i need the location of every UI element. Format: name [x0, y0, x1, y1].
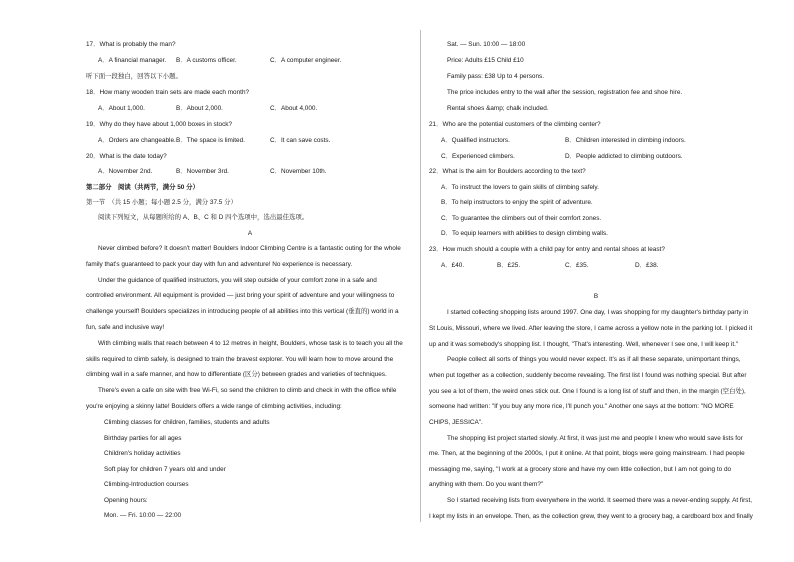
option-20c[interactable]: C．November 10th.	[270, 168, 327, 175]
weekday-hours: Mon. — Fri. 10:00 — 22:00	[104, 512, 182, 519]
option-18c[interactable]: C．About 4,000.	[270, 105, 318, 112]
option-22c[interactable]: C．To guarantee the climbers out of their comfort zones.	[441, 215, 602, 222]
option-19a[interactable]: A．Orders are changeable.	[98, 137, 176, 144]
price-line: The price includes entry to the wall after the session, registration fee and shoe hire.	[447, 89, 683, 96]
option-17b[interactable]: B．A customs officer.	[176, 57, 237, 64]
section-1-instruction: 阅读下列短文，从每题所给的 A、B、C 和 D 四个选项中，选出最佳选项。	[98, 214, 309, 221]
option-21c[interactable]: C．Experienced climbers.	[441, 153, 515, 160]
option-23c[interactable]: C．£35.	[565, 262, 589, 269]
option-18b[interactable]: B．About 2,000.	[176, 105, 223, 112]
passage-b-line: you see a lot of them, the weird ones stick out. One I found is a long list of stuff and then, in the margin (空白处),	[429, 388, 746, 395]
question-22-stem: 22．What is the aim for Boulders according to the text?	[429, 168, 586, 175]
question-21-stem: 21．Who are the potential customers of the climbing center?	[429, 121, 601, 128]
option-20a[interactable]: A．November 2nd.	[98, 168, 153, 175]
passage-a-line: you're enjoying a skinny latte! Boulders offers a wide range of climbing activities, including:	[86, 403, 342, 410]
question-19-stem: 19．Why do they have about 1,000 boxes in stock?	[86, 121, 233, 128]
question-23-stem: 23．How much should a couple with a child pay for entry and rental shoes at least?	[429, 246, 665, 253]
column-divider	[420, 30, 421, 522]
activity-item: Soft play for children 7 years old and under	[104, 466, 226, 473]
option-21d[interactable]: D．People addicted to climbing outdoors.	[565, 153, 683, 160]
option-22a[interactable]: A．To instruct the lovers to gain skills of climbing safely.	[441, 184, 599, 191]
passage-b-label: B	[593, 293, 599, 300]
option-23b[interactable]: B．£25.	[497, 262, 521, 269]
option-23d[interactable]: D．£38.	[635, 262, 659, 269]
passage-a-line: family that's guaranteed to pack your day with fun and adventure! No experience is necessary.	[86, 261, 353, 268]
passage-b-line: I started collecting shopping lists around 1997. One day, I was shopping for my daughter's birthday party in	[447, 309, 749, 316]
option-20b[interactable]: B．November 3rd.	[176, 168, 229, 175]
passage-b-line: St Louis, Missouri, where we lived. After leaving the store, I came across a yellow note in the parking lot. I picked it	[429, 325, 753, 332]
passage-b-line: anything with them. Do you want them?"	[429, 481, 544, 488]
passage-b-line: I kept my lists in an envelope. Then, as the collection grew, they went to a grocery bag, a cardboard box and finally	[429, 513, 753, 520]
question-20-stem: 20．What is the date today?	[86, 153, 167, 160]
option-22d[interactable]: D．To equip learners with abilities to design climbing walls.	[441, 230, 608, 237]
activity-item: Children's holiday activities	[104, 450, 181, 457]
option-21a[interactable]: A．Qualified instructors.	[441, 137, 510, 144]
activity-item: Climbing-Introduction courses	[104, 481, 189, 488]
passage-a-line: Never climbed before? It doesn't matter! Boulders Indoor Climbing Centre is a fantastic outing for the whole	[98, 245, 401, 252]
passage-b-line: me. Then, at the beginning of the 2000s, I put it online. At that point, blogs were going mainstream. I had people	[429, 450, 745, 457]
passage-b-line: People collect all sorts of things you would never expect. It's as if all these separate, unimportant things,	[447, 356, 741, 363]
passage-b-line: messaging me, saying, "I work at a grocery store and have my own little collection, but I am not going to do	[429, 466, 732, 473]
activity-item: Climbing classes for children, families, students and adults	[104, 419, 270, 426]
passage-a-line: Under the guidance of qualified instructors, you will step outside of your comfort zone in a safe and	[98, 277, 377, 284]
option-21b[interactable]: B．Children interested in climbing indoors.	[565, 137, 686, 144]
passage-a-line: controlled environment. All equipment is provided — just bring your spirit of adventure and your willingness to	[86, 292, 395, 299]
listening-instruction: 听下面一段独白，回答以下小题。	[86, 73, 182, 80]
question-17-stem: 17．What is probably the man?	[86, 41, 176, 48]
option-19b[interactable]: B．The space is limited.	[176, 137, 245, 144]
option-23a[interactable]: A．£40.	[441, 262, 465, 269]
option-22b[interactable]: B．To help instructors to enjoy the spirit of adventure.	[441, 199, 593, 206]
passage-b-line: CHIPS, JESSICA".	[429, 419, 483, 426]
passage-b-line: So I started receiving lists from everywhere in the world. It seemed there was a never-ending supply. At first,	[447, 497, 752, 504]
activity-item: Birthday parties for all ages	[104, 435, 182, 442]
question-18-stem: 18．How many wooden train sets are made each month?	[86, 89, 250, 96]
option-17a[interactable]: A．A financial manager.	[98, 57, 167, 64]
passage-a-line: challenge yourself! Boulders specializes in introducing people of all abilities into this vertical (垂直的) world in a	[86, 308, 399, 315]
passage-a-line: With climbing walls that reach between 4 to 12 metres in height, Boulders, whose task is to teach you all the	[98, 340, 403, 347]
passage-b-line: when put together as a collection, suddenly become revealing. The first list I found was nothing special. But after	[429, 372, 747, 379]
passage-a-line: There's even a cafe on site with free Wi-Fi, so send the children to climb and check in with the office while	[98, 387, 397, 394]
section-1-title: 第一节 （共 15 小题；每小题 2.5 分，满分 37.5 分）	[86, 199, 237, 206]
price-line: Price: Adults £15 Child £10	[447, 57, 524, 64]
price-line: Family pass: £38 Up to 4 persons.	[447, 73, 544, 80]
passage-b-line: up and it was somebody's shopping list. I thought, "That's interesting. Well, whenever I see one, I will keep it."	[429, 341, 739, 348]
passage-a-line: fun, safe and inclusive way!	[86, 324, 165, 331]
passage-b-line: The shopping list project started slowly. At first, it was just me and people I knew who would save lists for	[447, 435, 743, 442]
option-17c[interactable]: C．A computer engineer.	[270, 57, 342, 64]
passage-a-line: skills required to climb safely, is designed to train the bravest explorer. You will learn how to move around the	[86, 356, 394, 363]
part-2-title: 第二部分 阅读（共两节，满分 50 分）	[86, 184, 199, 191]
passage-a-label: A	[247, 230, 253, 237]
opening-hours-label: Opening hours:	[104, 497, 148, 504]
passage-a-line: climbing wall in a safe manner, and how to differentiate (区分) between grades and varieties of techniques.	[86, 371, 387, 378]
option-18a[interactable]: A．About 1,000.	[98, 105, 145, 112]
passage-b-line: someone had written: "If you buy any more rice, I'll punch you." Another one says at the bottom: "NO MORE	[429, 403, 734, 410]
option-19c[interactable]: C．It can save costs.	[270, 137, 331, 144]
weekend-hours: Sat. — Sun. 10:00 — 18:00	[447, 41, 526, 48]
price-line: Rental shoes &amp; chalk included.	[447, 105, 549, 112]
